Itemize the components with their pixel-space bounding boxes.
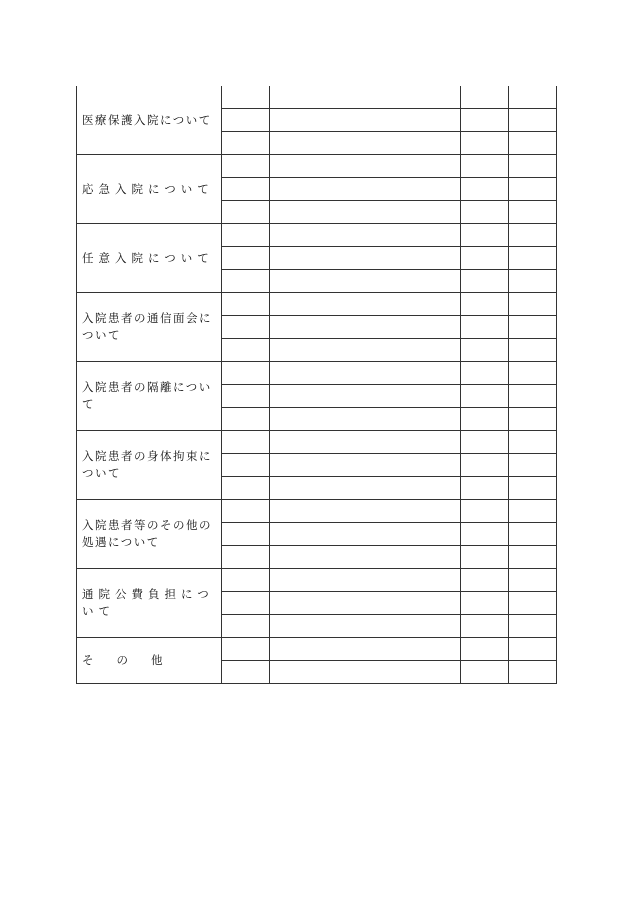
entry-cell-col1[interactable]	[222, 385, 270, 408]
entry-cell-col1[interactable]	[222, 316, 270, 339]
entry-cell-col4[interactable]	[509, 454, 557, 477]
entry-cell-col4[interactable]	[509, 109, 557, 132]
entry-cell-col3[interactable]	[461, 109, 509, 132]
entry-cell-col2[interactable]	[270, 523, 461, 546]
table-row	[77, 362, 557, 385]
entry-cell-col2[interactable]	[270, 385, 461, 408]
entry-cell-col4[interactable]	[509, 316, 557, 339]
entry-cell-col3[interactable]	[461, 431, 509, 454]
section-label-8: そ の 他	[77, 638, 222, 684]
entry-cell-col1[interactable]	[222, 247, 270, 270]
entry-cell-col4[interactable]	[509, 661, 557, 684]
entry-cell-col1[interactable]	[222, 500, 270, 523]
inspection-item-table	[76, 86, 557, 684]
entry-cell-col2[interactable]	[270, 569, 461, 592]
entry-cell-col3[interactable]	[461, 592, 509, 615]
entry-cell-col3[interactable]	[461, 339, 509, 362]
entry-cell-col4[interactable]	[509, 408, 557, 431]
entry-cell-col4[interactable]	[509, 477, 557, 500]
entry-cell-col3[interactable]	[461, 615, 509, 638]
entry-cell-col2[interactable]	[270, 592, 461, 615]
entry-cell-col3[interactable]	[461, 638, 509, 661]
entry-cell-col1[interactable]	[222, 132, 270, 155]
entry-cell-col3[interactable]	[461, 569, 509, 592]
entry-cell-col2[interactable]	[270, 500, 461, 523]
entry-cell-col2[interactable]	[270, 247, 461, 270]
entry-cell-col4[interactable]	[509, 546, 557, 569]
entry-cell-col2[interactable]	[270, 86, 461, 109]
entry-cell-col4[interactable]	[509, 270, 557, 293]
entry-cell-col2[interactable]	[270, 316, 461, 339]
entry-cell-col1[interactable]	[222, 270, 270, 293]
entry-cell-col2[interactable]	[270, 178, 461, 201]
entry-cell-col2[interactable]	[270, 362, 461, 385]
entry-cell-col3[interactable]	[461, 247, 509, 270]
inspection-form-sheet	[76, 86, 556, 684]
entry-cell-col1[interactable]	[222, 615, 270, 638]
entry-cell-col2[interactable]	[270, 477, 461, 500]
entry-cell-col1[interactable]	[222, 408, 270, 431]
entry-cell-col3[interactable]	[461, 178, 509, 201]
entry-cell-col1[interactable]	[222, 569, 270, 592]
entry-cell-col4[interactable]	[509, 86, 557, 109]
table-row	[77, 293, 557, 316]
section-label-4: 入院患者の隔離について	[77, 362, 222, 431]
entry-cell-col2[interactable]	[270, 408, 461, 431]
entry-cell-col4[interactable]	[509, 132, 557, 155]
entry-cell-col1[interactable]	[222, 477, 270, 500]
entry-cell-col2[interactable]	[270, 224, 461, 247]
entry-cell-col3[interactable]	[461, 270, 509, 293]
entry-cell-col4[interactable]	[509, 224, 557, 247]
entry-cell-col1[interactable]	[222, 546, 270, 569]
entry-cell-col3[interactable]	[461, 362, 509, 385]
entry-cell-col3[interactable]	[461, 500, 509, 523]
entry-cell-col4[interactable]	[509, 615, 557, 638]
entry-cell-col3[interactable]	[461, 408, 509, 431]
section-label-0: 医療保護入院について	[77, 86, 222, 155]
entry-cell-col1[interactable]	[222, 592, 270, 615]
entry-cell-col3[interactable]	[461, 86, 509, 109]
entry-cell-col1[interactable]	[222, 638, 270, 661]
entry-cell-col4[interactable]	[509, 293, 557, 316]
entry-cell-col4[interactable]	[509, 431, 557, 454]
table-row	[77, 86, 557, 109]
entry-cell-col2[interactable]	[270, 293, 461, 316]
entry-cell-col4[interactable]	[509, 592, 557, 615]
entry-cell-col1[interactable]	[222, 201, 270, 224]
entry-cell-col1[interactable]	[222, 339, 270, 362]
section-label-6: 入院患者等のその他の処遇について	[77, 500, 222, 569]
entry-cell-col2[interactable]	[270, 546, 461, 569]
entry-cell-col4[interactable]	[509, 201, 557, 224]
entry-cell-col1[interactable]	[222, 431, 270, 454]
entry-cell-col2[interactable]	[270, 454, 461, 477]
section-label-2: 任意入院について	[77, 224, 222, 293]
entry-cell-col1[interactable]	[222, 523, 270, 546]
entry-cell-col3[interactable]	[461, 385, 509, 408]
entry-cell-col2[interactable]	[270, 638, 461, 661]
entry-cell-col3[interactable]	[461, 201, 509, 224]
entry-cell-col1[interactable]	[222, 293, 270, 316]
entry-cell-col4[interactable]	[509, 178, 557, 201]
entry-cell-col1[interactable]	[222, 86, 270, 109]
entry-cell-col3[interactable]	[461, 132, 509, 155]
entry-cell-col1[interactable]	[222, 362, 270, 385]
entry-cell-col4[interactable]	[509, 339, 557, 362]
entry-cell-col4[interactable]	[509, 569, 557, 592]
entry-cell-col2[interactable]	[270, 431, 461, 454]
entry-cell-col4[interactable]	[509, 385, 557, 408]
section-label-1: 応急入院について	[77, 155, 222, 224]
entry-cell-col4[interactable]	[509, 500, 557, 523]
table-body	[77, 86, 557, 684]
entry-cell-col1[interactable]	[222, 178, 270, 201]
entry-cell-col1[interactable]	[222, 661, 270, 684]
section-label-7: 通院公費負担について	[77, 569, 222, 638]
entry-cell-col3[interactable]	[461, 477, 509, 500]
entry-cell-col2[interactable]	[270, 661, 461, 684]
entry-cell-col1[interactable]	[222, 155, 270, 178]
table-row	[77, 431, 557, 454]
entry-cell-col2[interactable]	[270, 615, 461, 638]
entry-cell-col2[interactable]	[270, 109, 461, 132]
entry-cell-col2[interactable]	[270, 155, 461, 178]
table-row	[77, 500, 557, 523]
entry-cell-col3[interactable]	[461, 546, 509, 569]
entry-cell-col3[interactable]	[461, 293, 509, 316]
entry-cell-col1[interactable]	[222, 109, 270, 132]
table-row	[77, 155, 557, 178]
entry-cell-col4[interactable]	[509, 362, 557, 385]
entry-cell-col2[interactable]	[270, 201, 461, 224]
entry-cell-col3[interactable]	[461, 316, 509, 339]
entry-cell-col3[interactable]	[461, 523, 509, 546]
entry-cell-col2[interactable]	[270, 270, 461, 293]
entry-cell-col3[interactable]	[461, 454, 509, 477]
entry-cell-col4[interactable]	[509, 247, 557, 270]
entry-cell-col4[interactable]	[509, 523, 557, 546]
table-row	[77, 224, 557, 247]
table-row	[77, 569, 557, 592]
entry-cell-col3[interactable]	[461, 155, 509, 178]
entry-cell-col2[interactable]	[270, 339, 461, 362]
entry-cell-col3[interactable]	[461, 224, 509, 247]
entry-cell-col1[interactable]	[222, 454, 270, 477]
section-label-5: 入院患者の身体拘束について	[77, 431, 222, 500]
section-label-3: 入院患者の通信面会について	[77, 293, 222, 362]
entry-cell-col2[interactable]	[270, 132, 461, 155]
entry-cell-col1[interactable]	[222, 224, 270, 247]
entry-cell-col4[interactable]	[509, 638, 557, 661]
table-row	[77, 638, 557, 661]
entry-cell-col4[interactable]	[509, 155, 557, 178]
entry-cell-col3[interactable]	[461, 661, 509, 684]
